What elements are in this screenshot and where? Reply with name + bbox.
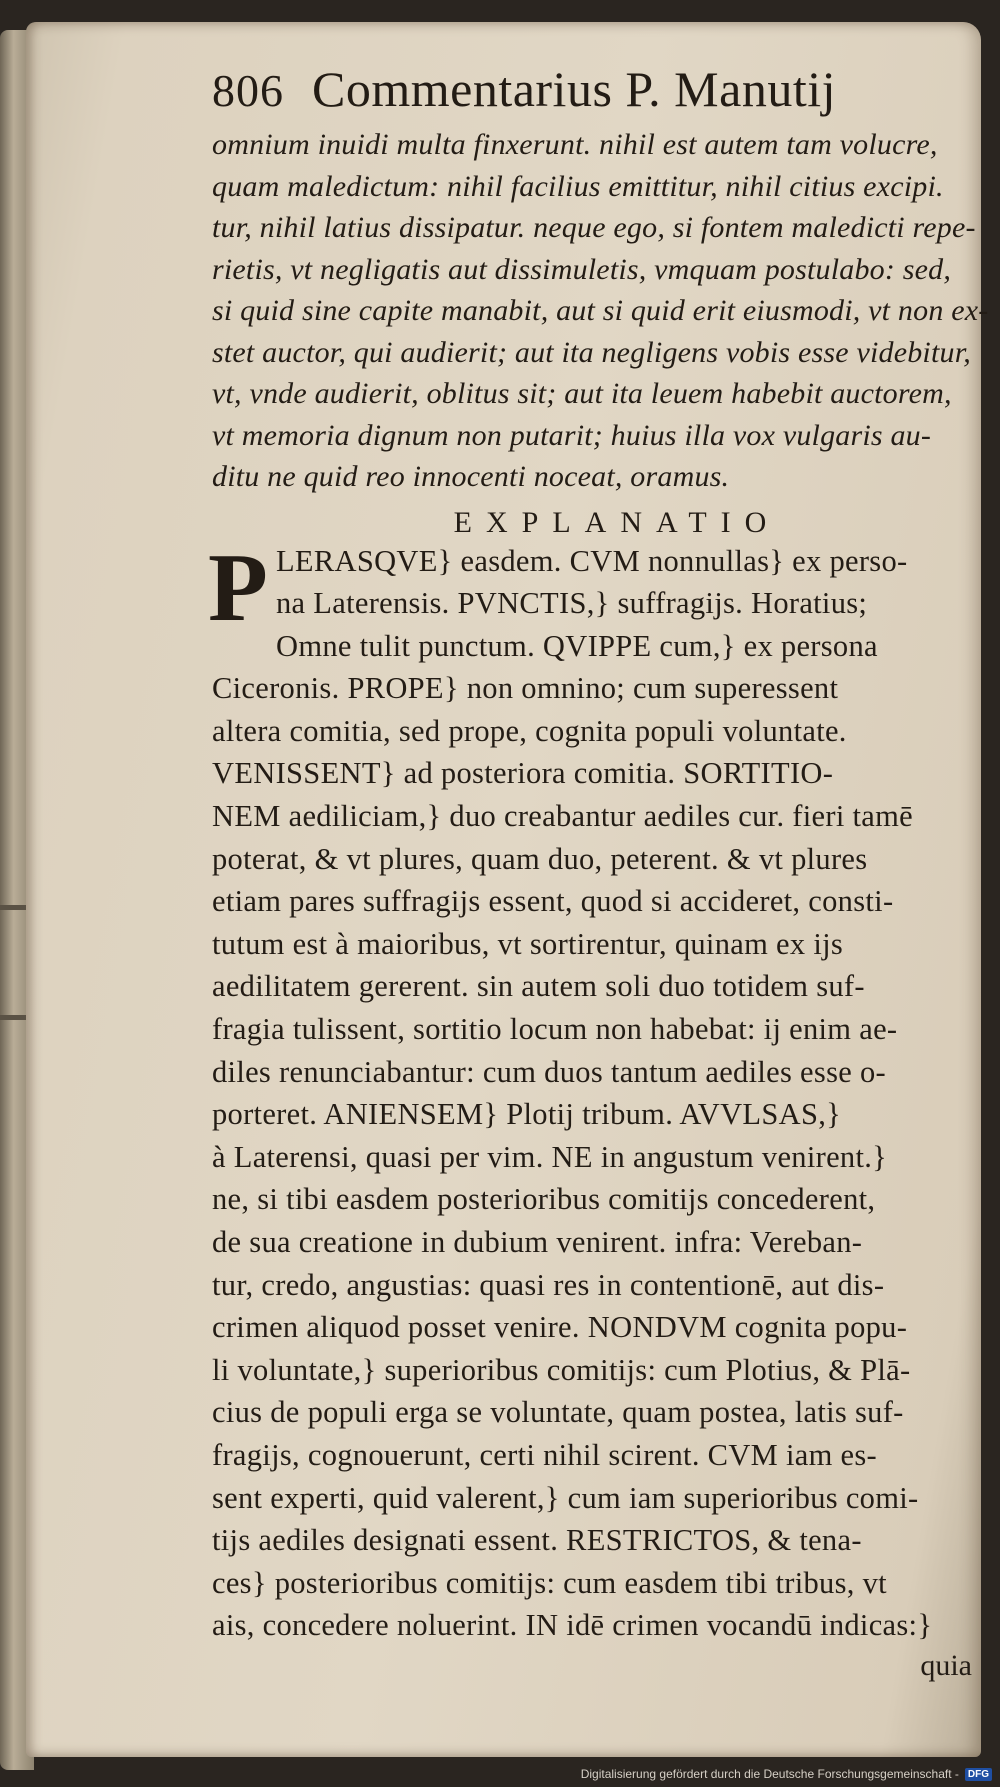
commentary-line: Omne tulit punctum. QVIPPE cum,} ex persona	[276, 628, 878, 663]
commentary-line: Ciceronis. PROPE} non omnino; cum superessent	[212, 671, 839, 706]
quoted-line: quam maledictum: nihil facilius emittitur, nihil citius excipi.	[212, 169, 944, 203]
commentary-line: sent experti, quid valerent,} cum iam superioribus comi-	[212, 1480, 919, 1515]
running-title: Commentarius P. Manutij	[312, 61, 836, 117]
commentary-line: altera comitia, sed prope, cognita populi voluntate.	[212, 713, 847, 748]
commentary-line: aedilitatem gererent. sin autem soli duo totidem suf-	[212, 969, 865, 1004]
book-page	[26, 22, 989, 1757]
commentary-line: à Laterensi, quasi per vim. NE in angustum venirent.}	[212, 1139, 888, 1174]
quoted-line: tur, nihil latius dissipatur. neque ego, si fontem maledicti repe-	[212, 211, 976, 244]
quoted-line: si quid sine capite manabit, aut si quid erit eiusmodi, vt non ex-	[212, 294, 989, 327]
commentary-line: fragijs, cognouerunt, certi nihil scirent. CVM iam es-	[212, 1437, 878, 1472]
commentary-line: porteret. ANIENSEM} Plotij tribum. AVVLSAS,}	[212, 1097, 842, 1132]
commentary-line: ne, si tibi easdem posterioribus comitijs concederent,	[212, 1182, 876, 1217]
commentary-line: de sua creatione in dubium venirent. infra: Vereban-	[212, 1225, 863, 1259]
commentary-line: fragia tulissent, sortitio locum non habebat: ij enim ae-	[212, 1012, 898, 1047]
quoted-line: ditu ne quid reo innocenti noceat, oramus.	[212, 460, 730, 493]
commentary-line: ces} posterioribus comitijs: cum easdem tibi tribus, vt	[212, 1565, 887, 1600]
catchword: quia	[920, 1648, 972, 1682]
commentary-line: VENISSENT} ad posteriora comitia. SORTITIO-	[212, 756, 834, 791]
dfg-logo: DFG	[965, 1768, 992, 1781]
quoted-line: vt, vnde audierit, oblitus sit; aut ita leuem habebit auctorem,	[212, 377, 952, 410]
commentary-line: tutum est à maioribus, vt sortirentur, quinam ex ijs	[212, 926, 844, 961]
commentary-line: crimen aliquod posset venire. NONDVM cognita popu-	[212, 1310, 908, 1345]
drop-cap: P	[208, 533, 268, 642]
page-header	[212, 60, 982, 118]
commentary-line: li voluntate,} superioribus comitijs: cum Plotius, & Plā-	[212, 1352, 911, 1387]
quoted-line: omnium inuidi multa finxerunt. nihil est autem tam volucre,	[212, 128, 938, 161]
commentary-line: tur, credo, angustias: quasi res in contentionē, aut dis-	[212, 1267, 885, 1302]
commentary-line: LERASQVE} easdem. CVM nonnullas} ex perso-	[276, 543, 908, 578]
commentary-line: diles renunciabantur: cum duos tantum aediles esse o-	[212, 1054, 887, 1089]
commentary-line: ais, concedere noluerint. IN idē crimen vocandū indicas:}	[212, 1608, 933, 1643]
credit-text: Digitalisierung gefördert durch die Deutsche Forschungsgemeinschaft -	[580, 1767, 959, 1781]
page-number: 806	[212, 65, 284, 116]
quoted-text-block	[212, 124, 989, 498]
section-heading: EXPLANATIO	[453, 505, 781, 539]
quoted-line: stet auctor, qui audierit; aut ita negligens vobis esse videbitur,	[212, 335, 971, 369]
commentary-line: tijs aediles designati essent. RESTRICTOS, & tena-	[212, 1523, 862, 1558]
commentary-line: poterat, & vt plures, quam duo, peterent. & vt plures	[212, 841, 868, 876]
commentary-line: cius de populi erga se voluntate, quam postea, latis suf-	[212, 1395, 904, 1430]
commentary-line: etiam pares suffragijs essent, quod si accideret, consti-	[212, 884, 894, 919]
commentary-line: na Laterensis. PVNCTIS,} suffragijs. Horatius;	[276, 586, 868, 621]
commentary-line: NEM aediliciam,} duo creabantur aediles cur. fieri tamē	[212, 799, 914, 834]
digitization-credit	[581, 1767, 992, 1781]
commentary-block	[208, 533, 982, 1647]
page-text-block	[208, 60, 989, 1683]
quoted-line: vt memoria dignum non putarit; huius illa vox vulgaris au-	[212, 418, 932, 452]
quoted-line: rietis, vt negligatis aut dissimuletis, vmquam postulabo: sed,	[212, 252, 952, 286]
